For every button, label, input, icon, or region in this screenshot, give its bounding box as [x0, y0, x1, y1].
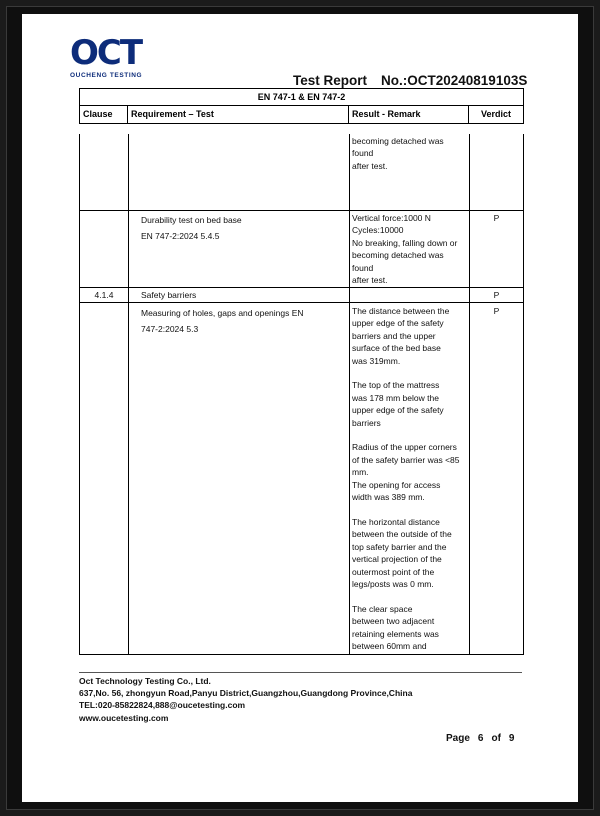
table-body [79, 134, 524, 655]
page-number [446, 733, 522, 744]
report-number: No.:OCT20240819103S [381, 73, 528, 88]
page-of-label: of [491, 733, 501, 744]
standard-row: EN 747-1 & EN 747-2 [80, 89, 523, 106]
footer-address: 637,No. 56, zhongyun Road,Panyu District,Guangzhou,Guangdong Province,China [79, 688, 413, 699]
table-row-3-verdict: P [493, 306, 500, 316]
table-row-0-result: becoming detached was found after test. [352, 136, 444, 171]
report-title [293, 73, 527, 88]
col-result: Result - Remark [349, 106, 469, 123]
table-row-1-result: Vertical force:1000 N Cycles:10000 No breaking, falling down or becoming detached was found after test. [352, 213, 458, 286]
page-total: 9 [508, 733, 515, 744]
col-divider [128, 134, 129, 654]
table-row-3-requirement: Measuring of holes, gaps and openings EN 747-2:2024 5.3 [141, 308, 304, 334]
col-divider [349, 134, 350, 654]
row-divider [80, 302, 523, 303]
table-row-2-verdict: P [493, 290, 500, 300]
logo-sub-text: OUCHENG TESTING [70, 72, 143, 79]
company-logo [70, 33, 180, 86]
row-divider [80, 287, 523, 288]
footer-company: Oct Technology Testing Co., Ltd. [79, 676, 211, 686]
col-clause: Clause [80, 106, 128, 123]
table-row-1-verdict: P [493, 213, 500, 223]
table-row-1-requirement: Durability test on bed base EN 747-2:2024 5.4.5 [141, 215, 242, 241]
footer-website: www.oucetesting.com [79, 712, 169, 723]
table-row-2-clause: 4.1.4 [94, 290, 114, 300]
column-header-row [80, 106, 523, 123]
footer [79, 675, 412, 724]
table-header [79, 88, 524, 124]
table-row-2-requirement: Safety barriers [141, 290, 197, 300]
logo-main-text: OCT [70, 33, 142, 73]
footer-contact: TEL:020-85822824,888@oucetesting.com [79, 700, 246, 711]
col-requirement: Requirement – Test [128, 106, 349, 123]
page-current: 6 [477, 733, 484, 744]
footer-divider [79, 672, 522, 673]
page-label: Page [446, 733, 470, 744]
report-title-label: Test Report [293, 73, 368, 88]
col-verdict: Verdict [480, 109, 511, 119]
table-row-3-result: The distance between the upper edge of the safety barriers and the upper surface of the bed base was 319mm. The top of the mattress was 178 mm below the upper edge of the safety barriers Radius of the upper corners of the safety barrier was <85 mm. The opening for access width was 389 mm. The horizontal distance between the outside of the top safety barrier and the vertical projection of the outermost point of the legs/posts was 0 mm. The clear space between two adjacent retaining elements was between 60mm and [352, 306, 460, 651]
row-divider [80, 210, 523, 211]
